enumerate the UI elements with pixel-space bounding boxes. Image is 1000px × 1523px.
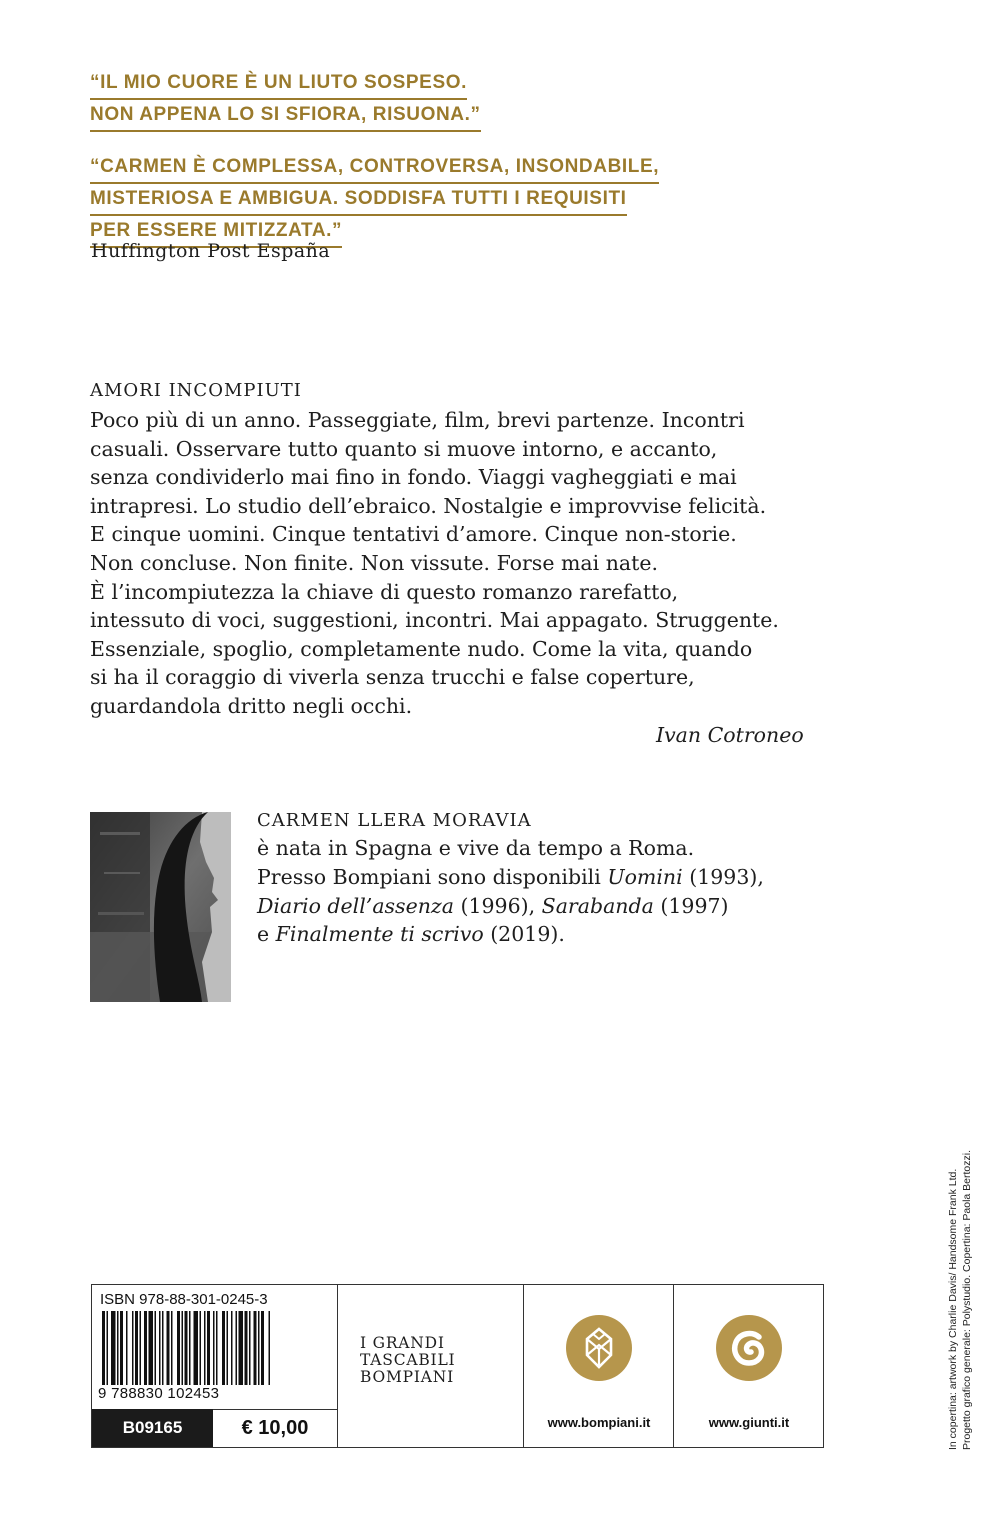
quote-source: Huffington Post España xyxy=(91,240,331,262)
bio-text: (1997) xyxy=(653,893,729,918)
book-title: Diario dell’assenza xyxy=(257,893,454,918)
credit-line: Progetto grafico generale: Polystudio. Copertina: Paola Bertozzi. xyxy=(961,1149,973,1450)
blurb-line: si ha il coraggio di viverla senza trucchi e false coperture, xyxy=(90,665,695,690)
isbn-label: ISBN 978-88-301-0245-3 xyxy=(100,1291,268,1308)
series-line: BOMPIANI xyxy=(360,1368,455,1386)
giunti-panel xyxy=(673,1285,824,1447)
blurb-line: casuali. Osservare tutto quanto si muove intorno, e accanto, xyxy=(90,436,718,461)
blurb-line: intessuto di voci, suggestioni, incontri. Mai appagato. Struggente. xyxy=(90,608,779,633)
quote-line: PER ESSERE MITIZZATA.” xyxy=(90,216,342,248)
footer-box xyxy=(91,1284,824,1448)
author-photo xyxy=(90,812,231,1002)
blurb-line: guardandola dritto negli occhi. xyxy=(90,693,413,718)
blurb-line: È l’incompiutezza la chiave di questo romanzo rarefatto, xyxy=(90,579,679,604)
bompiani-panel xyxy=(523,1285,674,1447)
author-bio-line xyxy=(257,892,764,921)
author-name: CARMEN LLERA MORAVIA xyxy=(257,810,532,831)
quote-line: NON APPENA LO SI SFIORA, RISUONA.” xyxy=(90,100,481,132)
blurb-line: intrapresi. Lo studio dell’ebraico. Nostalgie e improvvise felicità. xyxy=(90,493,767,518)
barcode-image xyxy=(100,1311,328,1385)
author-bio-line: è nata in Spagna e vive da tempo a Roma. xyxy=(257,836,695,860)
bio-text: (2019). xyxy=(483,922,565,947)
series-line: I GRANDI xyxy=(360,1334,445,1352)
quote-bompiani xyxy=(90,68,481,132)
blurb-text xyxy=(90,406,830,721)
blurb-signature: Ivan Cotroneo xyxy=(656,723,804,747)
blurb-line: E cinque uomini. Cinque tentativi d’amore. Cinque non-storie. xyxy=(90,522,737,547)
blurb-line: senza condividerlo mai fino in fondo. Viaggi vagheggiati e mai xyxy=(90,465,737,490)
bio-text: (1993), xyxy=(682,864,764,889)
bio-text: Presso Bompiani sono disponibili xyxy=(257,864,608,889)
bompiani-url[interactable]: www.bompiani.it xyxy=(547,1415,651,1430)
cover-credits xyxy=(935,1149,975,1451)
quote-line: MISTERIOSA E AMBIGUA. SODDISFA TUTTI I REQUISITI xyxy=(90,184,627,216)
bio-text: e xyxy=(257,922,276,947)
series-line: TASCABILI xyxy=(360,1351,456,1369)
blurb-line: Essenziale, spoglio, completamente nudo. Come la vita, quando xyxy=(90,636,753,661)
giunti-url[interactable]: www.giunti.it xyxy=(708,1415,790,1430)
quote-huffington xyxy=(90,152,659,248)
quote-line: “IL MIO CUORE È UN LIUTO SOSPESO. xyxy=(90,68,467,100)
author-bio-line xyxy=(257,920,764,949)
author-bio xyxy=(257,834,764,949)
author-photo-image xyxy=(90,812,231,1002)
series-name xyxy=(360,1335,456,1386)
price: € 10,00 xyxy=(213,1409,337,1447)
author-bio-line xyxy=(257,863,764,892)
quote-line: “CARMEN È COMPLESSA, CONTROVERSA, INSONDABILE, xyxy=(90,152,659,184)
book-title: Sarabanda xyxy=(541,893,654,918)
bio-text: (1996), xyxy=(453,893,542,918)
product-code: B09165 xyxy=(92,1409,213,1447)
book-title: Uomini xyxy=(607,864,683,889)
credit-line: In copertina: artwork by Charlie Davis/ Handsome Frank Ltd. xyxy=(947,1168,959,1450)
blurb-heading: AMORI INCOMPIUTI xyxy=(90,380,302,401)
barcode-panel xyxy=(92,1285,337,1447)
isbn-digits: 9 788830 102453 xyxy=(98,1385,220,1402)
series-panel xyxy=(337,1285,524,1447)
book-title: Finalmente ti scrivo xyxy=(275,922,484,947)
blurb-line: Poco più di un anno. Passeggiate, film, brevi partenze. Incontri xyxy=(90,408,745,432)
giunti-logo-icon xyxy=(716,1315,782,1381)
bompiani-logo-icon xyxy=(566,1315,632,1381)
blurb-line: Non concluse. Non finite. Non vissute. Forse mai nate. xyxy=(90,550,659,575)
